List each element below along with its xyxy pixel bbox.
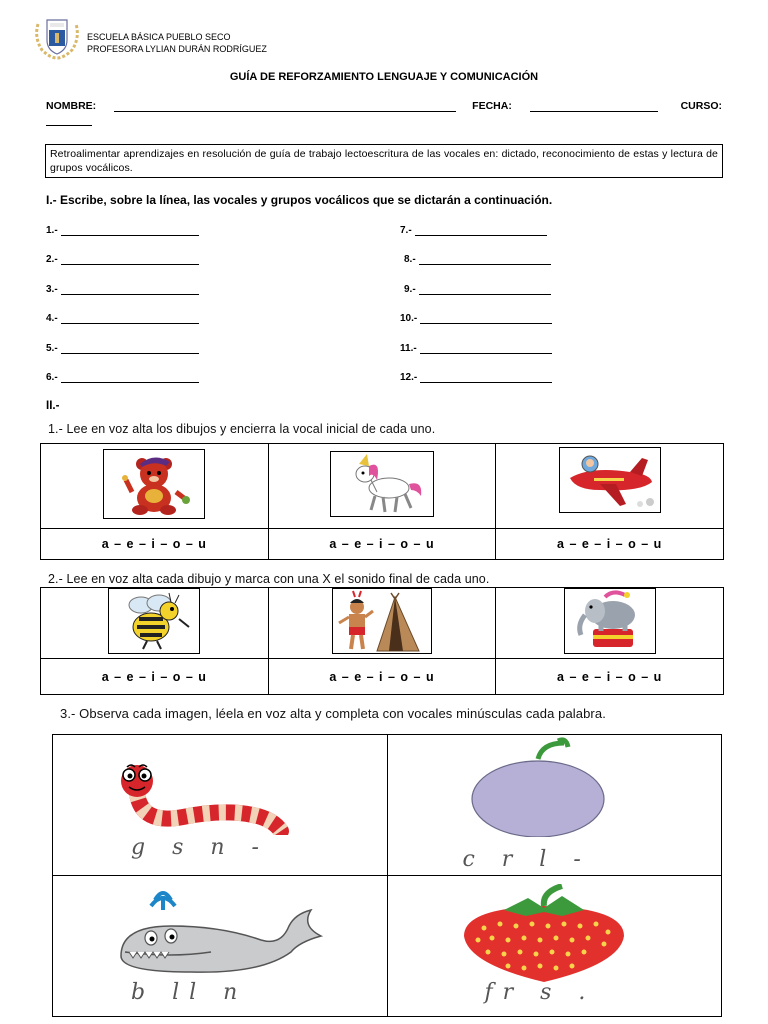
ex1-options-3[interactable]: a – e – i – o – u — [496, 529, 724, 560]
blank-12[interactable] — [400, 372, 552, 383]
blank-7[interactable] — [400, 225, 547, 236]
ex1-instruction: 1.- Lee en voz alta los dibujos y encierra la vocal inicial de cada uno. — [48, 422, 436, 436]
ex3-cell-whale — [53, 876, 388, 1017]
objective-box: Retroalimentar aprendizajes en resolución de guía de trabajo lectoescritura de las vocales en: dictado, reconocimiento de estas y lectura de grupos vocálicos. — [45, 144, 723, 178]
bee-picture — [108, 588, 200, 654]
ex2-table — [40, 587, 724, 695]
plum-word[interactable]: c r l - — [462, 847, 591, 872]
blank-number: 8.- — [404, 254, 416, 265]
ex2-options-2[interactable]: a – e – i – o – u — [268, 659, 496, 695]
ex2-instruction: 2.- Lee en voz alta cada dibujo y marca con una X el sonido final de cada uno. — [48, 572, 490, 586]
blank-number: 2.- — [46, 254, 58, 265]
ex3-cell-plum — [388, 735, 722, 876]
blank-6[interactable] — [46, 372, 199, 383]
date-line[interactable] — [530, 102, 658, 112]
tipi-picture — [332, 588, 432, 654]
ex2-cell-bee — [41, 588, 269, 659]
ex1-cell-unicorn — [268, 444, 496, 529]
blank-number: 6.- — [46, 372, 58, 383]
ex1-cell-airplane — [496, 444, 724, 529]
blank-10[interactable] — [400, 313, 552, 324]
blank-2[interactable] — [46, 254, 199, 265]
ex1-options-1[interactable]: a – e – i – o – u — [41, 529, 269, 560]
blank-number: 12.- — [400, 372, 418, 383]
ex1-options-2[interactable]: a – e – i – o – u — [268, 529, 496, 560]
ex1-table — [40, 443, 724, 560]
blank-number: 5.- — [46, 343, 58, 354]
section2-heading: II.- — [46, 400, 60, 412]
section1-instruction: I.- Escribe, sobre la línea, las vocales y grupos vocálicos que se dictarán a continuación. — [46, 193, 553, 207]
blank-number: 1.- — [46, 225, 58, 236]
ex3-cell-strawberry — [388, 876, 722, 1017]
blank-9[interactable] — [404, 284, 551, 295]
blank-number: 4.- — [46, 313, 58, 324]
unicorn-picture — [330, 451, 434, 517]
blank-3[interactable] — [46, 284, 199, 295]
blank-number: 3.- — [46, 284, 58, 295]
blank-number: 7.- — [400, 225, 412, 236]
ex2-cell-elephant — [496, 588, 724, 659]
ex3-instruction: 3.- Observa cada imagen, léela en voz alta y completa con vocales minúsculas cada palabra. — [60, 706, 606, 721]
worm-picture — [113, 753, 313, 835]
ex2-options-3[interactable]: a – e – i – o – u — [496, 659, 724, 695]
name-line[interactable] — [114, 102, 456, 112]
blank-number: 11.- — [400, 343, 417, 354]
name-label: NOMBRE: — [46, 100, 97, 112]
blank-8[interactable] — [404, 254, 551, 265]
ex3-table — [52, 734, 722, 1017]
bear-picture — [103, 449, 205, 519]
ex2-cell-tipi — [268, 588, 496, 659]
blank-4[interactable] — [46, 313, 199, 324]
airplane-picture — [559, 447, 661, 513]
strawberry-word[interactable]: fr s . — [484, 980, 596, 1005]
whale-word[interactable]: b ll n — [131, 980, 248, 1005]
blank-1[interactable] — [46, 225, 199, 236]
ex3-cell-worm — [53, 735, 388, 876]
page-title: GUÍA DE REFORZAMIENTO LENGUAJE Y COMUNICACIÓN — [229, 71, 539, 83]
course-label: CURSO: — [680, 100, 722, 112]
school-info — [87, 31, 267, 55]
elephant-picture — [564, 588, 656, 654]
blank-number: 10.- — [400, 313, 418, 324]
plum-picture — [446, 737, 626, 837]
blank-5[interactable] — [46, 343, 199, 354]
ex1-cell-bear — [41, 444, 269, 529]
ex2-options-1[interactable]: a – e – i – o – u — [41, 659, 269, 695]
course-line[interactable] — [46, 116, 92, 126]
worm-word[interactable]: g s n - — [131, 835, 269, 860]
strawberry-picture — [444, 884, 644, 984]
teacher-name: PROFESORA LYLIAN DURÁN RODRÍGUEZ — [87, 44, 267, 54]
student-fields — [46, 100, 722, 129]
blank-11[interactable] — [400, 343, 552, 354]
blank-number: 9.- — [404, 284, 416, 295]
date-label: FECHA: — [472, 100, 512, 112]
school-logo — [32, 14, 82, 60]
school-name: ESCUELA BÁSICA PUEBLO SECO — [87, 32, 231, 42]
whale-picture — [111, 886, 351, 986]
